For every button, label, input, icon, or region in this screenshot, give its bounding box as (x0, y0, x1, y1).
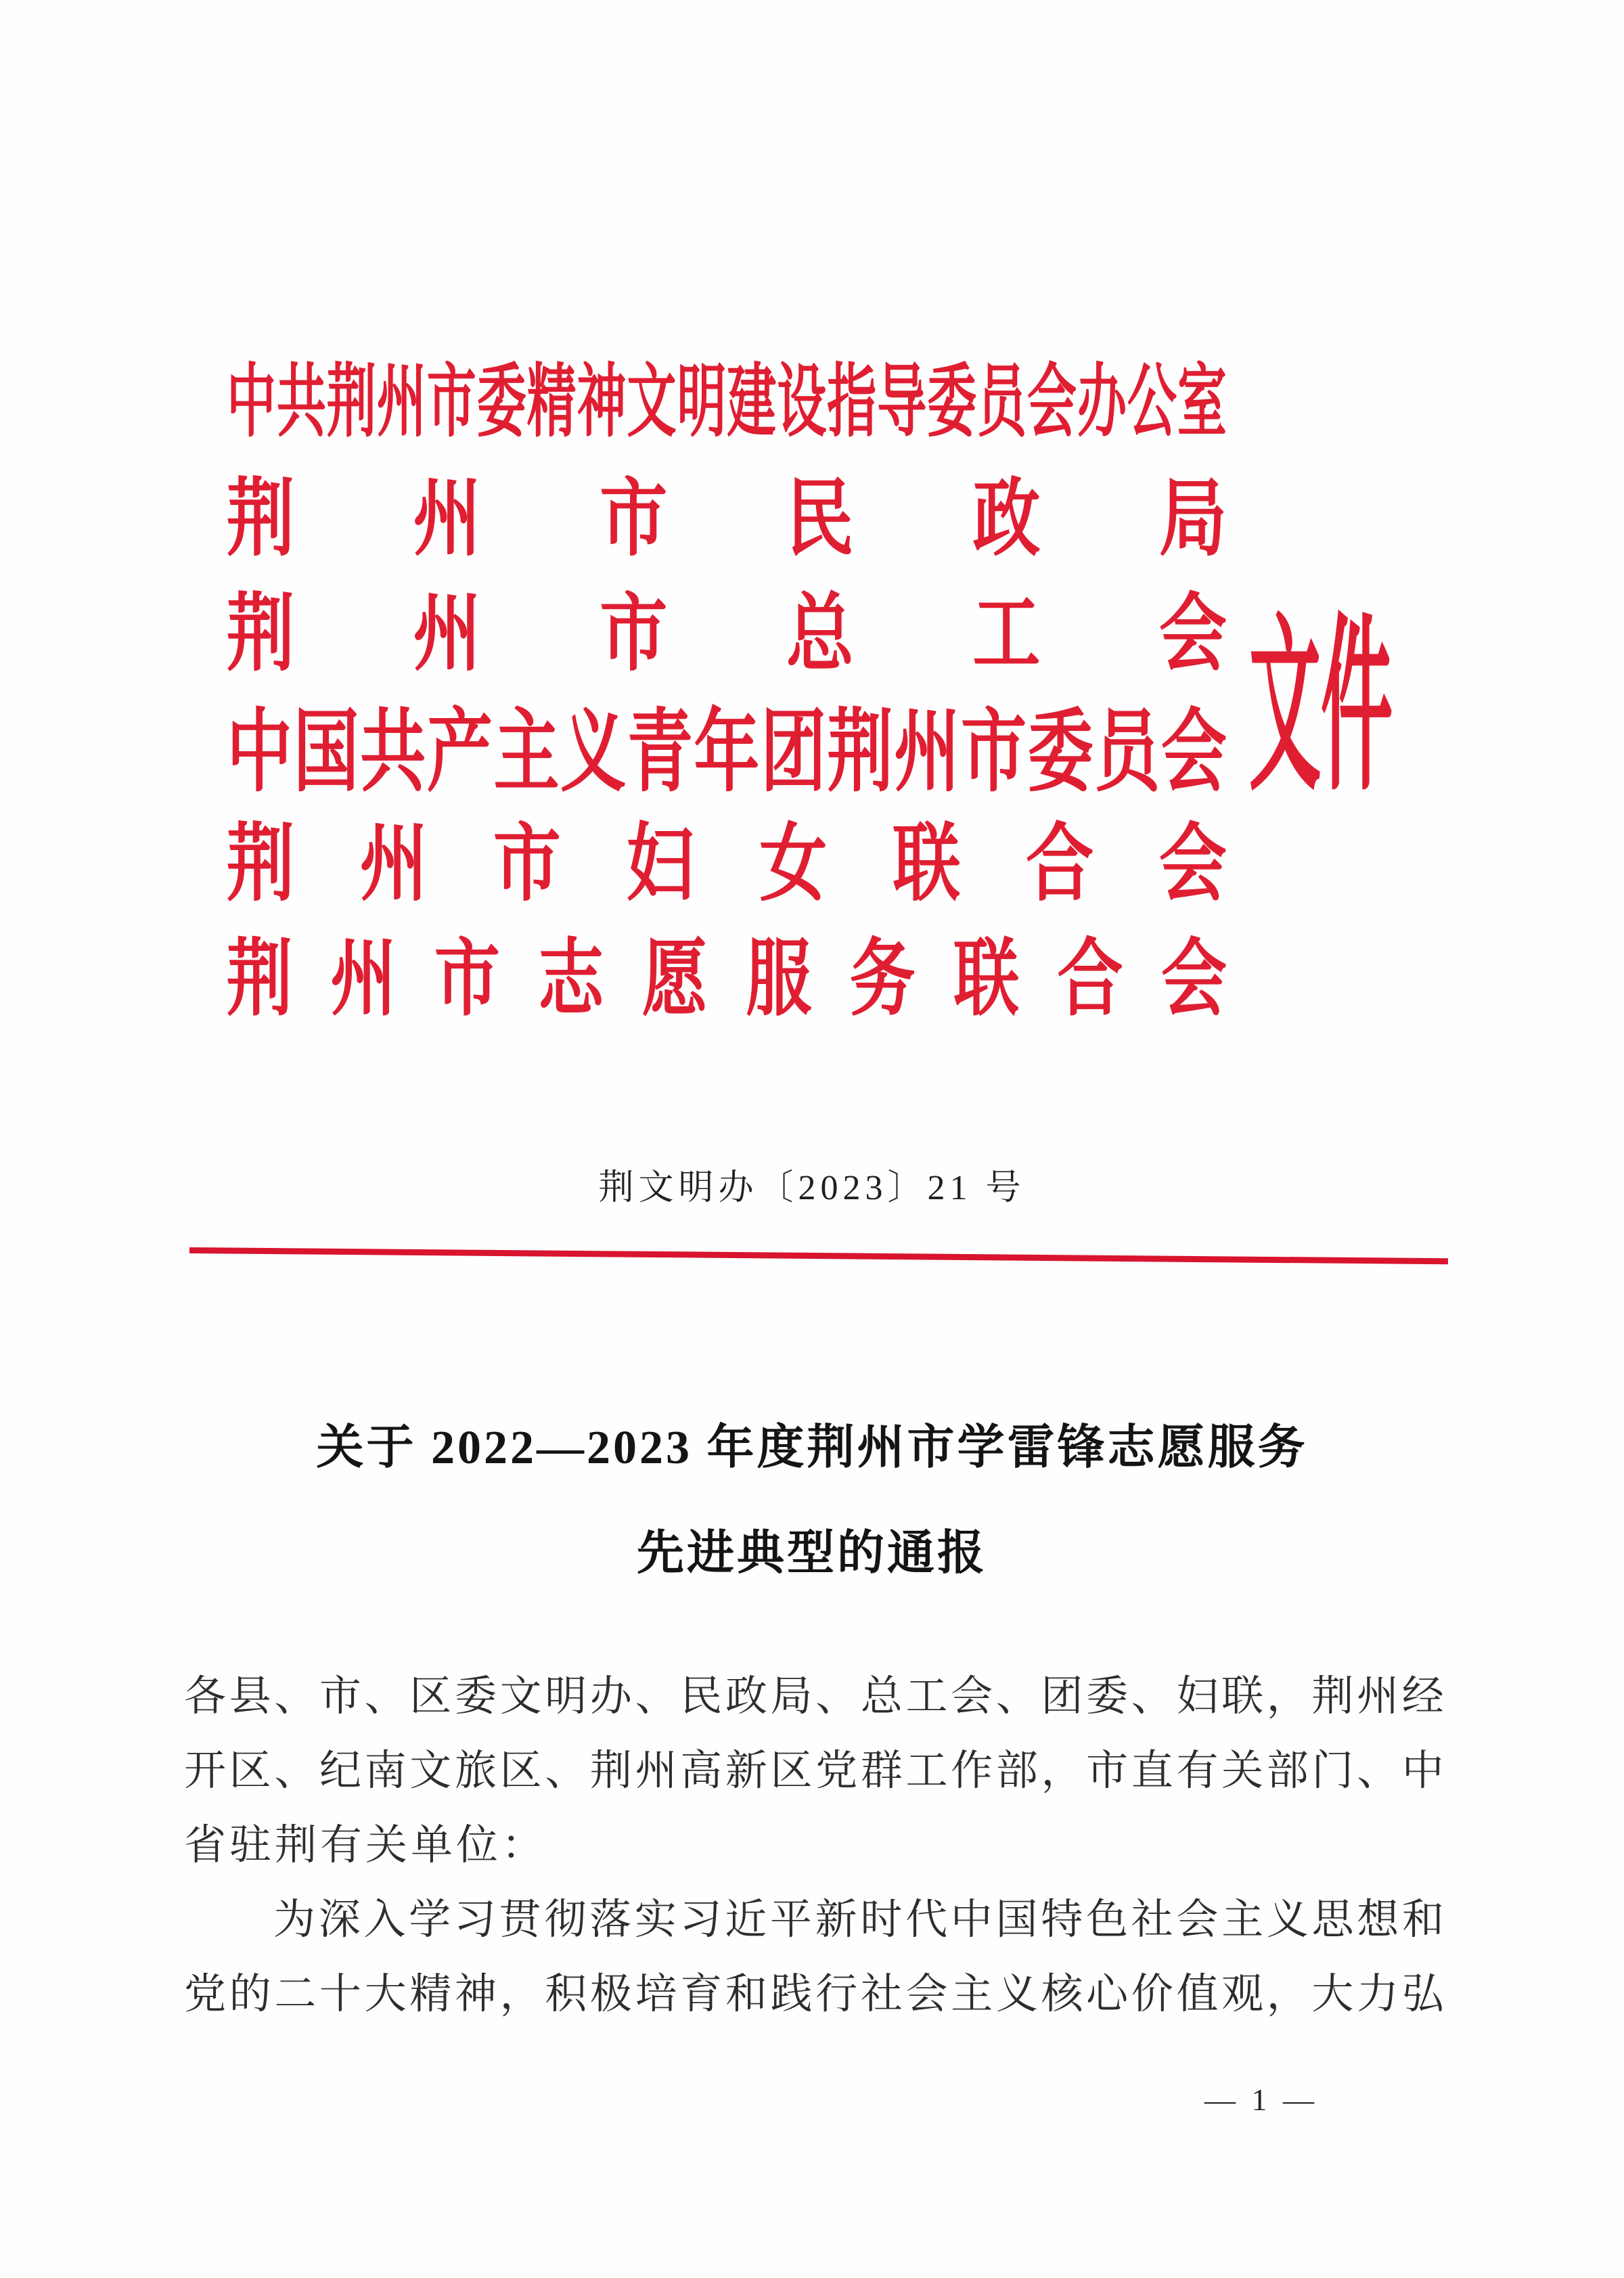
page-number: — 1 — (1204, 2082, 1318, 2117)
org-line: 中 国 共 产 主 义 青 年 团 荆 州 市 委 员 会 (227, 702, 1227, 803)
issuing-orgs (227, 357, 1227, 1052)
doc-title (0, 1395, 1624, 1607)
org-line: 荆 州 市 志 愿 服 务 联 合 会 (227, 933, 1227, 1026)
doc-number: 荆文明办〔2023〕21 号 (598, 1169, 1026, 1207)
wenjian-label: 文件 (1249, 604, 1393, 813)
doc-title-line2: 先进典型的通报 (637, 1527, 987, 1580)
red-divider-rule (189, 1247, 1448, 1264)
doc-body (184, 1659, 1444, 2032)
org-line: 荆 州 市 民 政 局 (227, 472, 1227, 566)
body-line: 开 区 、 纪 南 文 旅 区 、 荆 州 高 新 区 党 群 工 作 部 ， 市 直 有 关 部 门 、 中 (184, 1748, 1444, 1794)
body-line: 党 的 二 十 大 精 神 ， 积 极 培 育 和 践 行 社 会 主 义 核 心 价 值 观 ， 大 力 弘 (184, 1971, 1444, 2017)
body-line: 为 深 入 学 习 贯 彻 落 实 习 近 平 新 时 代 中 国 特 色 社 会 主 义 思 想 和 (273, 1897, 1444, 1943)
body-line: 省驻荆有关单位： (184, 1823, 547, 1869)
org-line: 荆 州 市 总 工 会 (227, 587, 1227, 682)
body-line: 各 县 、 市 、 区 委 文 明 办 、 民 政 局 、 总 工 会 、 团 委 、 妇 联 ， 荆 州 经 (184, 1674, 1444, 1720)
org-line: 荆 州 市 妇 女 联 合 会 (227, 817, 1227, 912)
org-line: 中 共 荆 州 市 委 精 神 文 明 建 设 指 导 委 员 会 办 公 室 (227, 357, 1227, 447)
doc-title-line1: 关于 2022—2023 年度荆州市学雷锋志愿服务 (316, 1422, 1308, 1474)
